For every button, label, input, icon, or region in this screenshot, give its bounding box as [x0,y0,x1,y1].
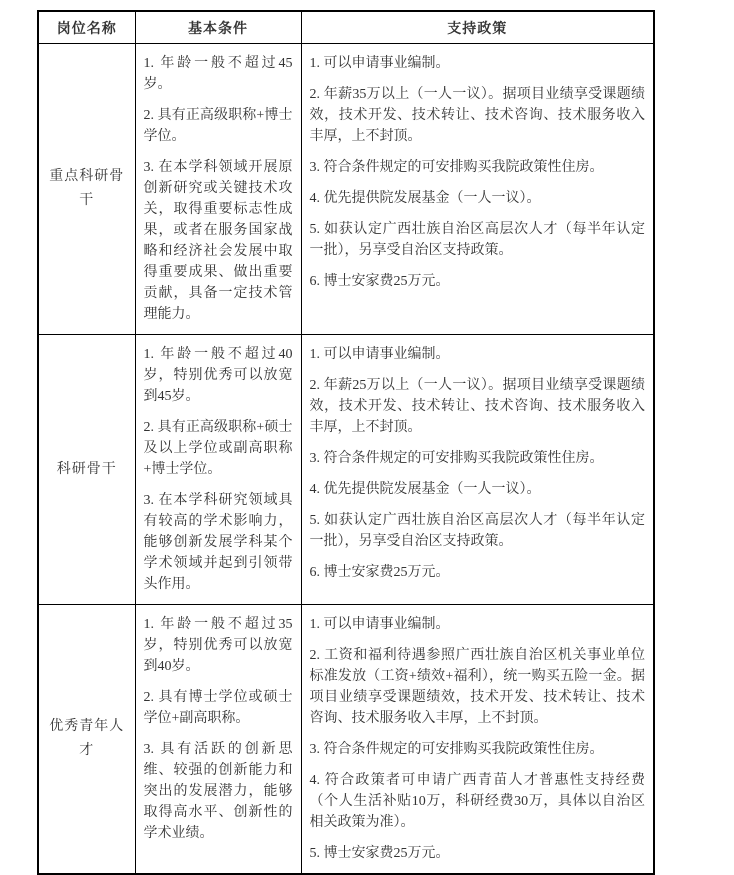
conditions-cell [135,44,301,335]
condition-item: 2. 具有正高级职称+硕士及以上学位或副高职称+博士学位。 [143,420,293,477]
policy-item: 1. 可以申请事业编制。 [309,56,450,71]
table-row-research-backbone [38,335,654,605]
condition-item: 1. 年龄一般不超过45岁。 [143,56,293,92]
policy-item: 4. 优先提供院发展基金（一人一议）。 [309,482,541,497]
policies-cell [301,605,654,875]
policy-item: 2. 工资和福利待遇参照广西壮族自治区机关事业单位标准发放（工资+绩效+福利），统一购买五险一金。据项目业绩享受课题绩效，技术开发、技术转让、技术咨询、技术服务收入丰厚，上不封顶。 [309,648,645,726]
condition-item: 3. 在本学科研究领域具有较高的学术影响力，能够创新发展学科某个学术领域并起到引领带头作用。 [143,493,293,592]
position-name: 重点科研骨干 [38,44,135,335]
policy-item: 6. 博士安家费25万元。 [309,274,450,289]
policies-cell [301,44,654,335]
policy-item: 5. 博士安家费25万元。 [309,846,450,861]
policy-item: 1. 可以申请事业编制。 [309,617,450,632]
position-name: 优秀青年人才 [38,605,135,875]
column-header-conditions: 基本条件 [135,11,301,44]
policy-item: 2. 年薪25万以上（一人一议）。据项目业绩享受课题绩效，技术开发、技术转让、技术咨询、技术服务收入丰厚，上不封顶。 [309,378,645,435]
policy-item: 3. 符合条件规定的可安排购买我院政策性住房。 [309,451,604,466]
column-header-policies: 支持政策 [301,11,654,44]
header-row [38,11,654,44]
policy-item: 3. 符合条件规定的可安排购买我院政策性住房。 [309,160,604,175]
recruitment-policy-table [37,10,655,875]
condition-item: 2. 具有正高级职称+博士学位。 [143,108,293,144]
condition-item: 3. 具有活跃的创新思维、较强的创新能力和突出的发展潜力，能够取得高水平、创新性的学术业绩。 [143,742,293,841]
table-row-outstanding-young-talent [38,605,654,875]
policy-item: 1. 可以申请事业编制。 [309,347,450,362]
position-name: 科研骨干 [38,335,135,605]
condition-item: 2. 具有博士学位或硕士学位+副高职称。 [143,690,293,726]
condition-item: 3. 在本学科领域开展原创新研究或关键技术攻关，取得重要标志性成果，或者在服务国家战略和经济社会发展中取得重要成果、做出重要贡献，具备一定技术管理能力。 [143,160,293,322]
column-header-position: 岗位名称 [38,11,135,44]
policy-item: 5. 如获认定广西壮族自治区高层次人才（每半年认定一批），另享受自治区支持政策。 [309,222,645,258]
policy-item: 5. 如获认定广西壮族自治区高层次人才（每半年认定一批），另享受自治区支持政策。 [309,513,645,549]
conditions-cell [135,605,301,875]
policy-item: 4. 符合政策者可申请广西青苗人才普惠性支持经费（个人生活补贴10万，科研经费30万，具体以自治区相关政策为准）。 [309,773,645,830]
policy-item: 3. 符合条件规定的可安排购买我院政策性住房。 [309,742,604,757]
policy-item: 2. 年薪35万以上（一人一议）。据项目业绩享受课题绩效，技术开发、技术转让、技术咨询、技术服务收入丰厚，上不封顶。 [309,87,645,144]
table-row-key-research-backbone [38,44,654,335]
condition-item: 1. 年龄一般不超过40岁，特别优秀可以放宽到45岁。 [143,347,293,404]
policy-item: 4. 优先提供院发展基金（一人一议）。 [309,191,541,206]
conditions-cell [135,335,301,605]
condition-item: 1. 年龄一般不超过35岁，特别优秀可以放宽到40岁。 [143,617,293,674]
policy-item: 6. 博士安家费25万元。 [309,565,450,580]
policies-cell [301,335,654,605]
